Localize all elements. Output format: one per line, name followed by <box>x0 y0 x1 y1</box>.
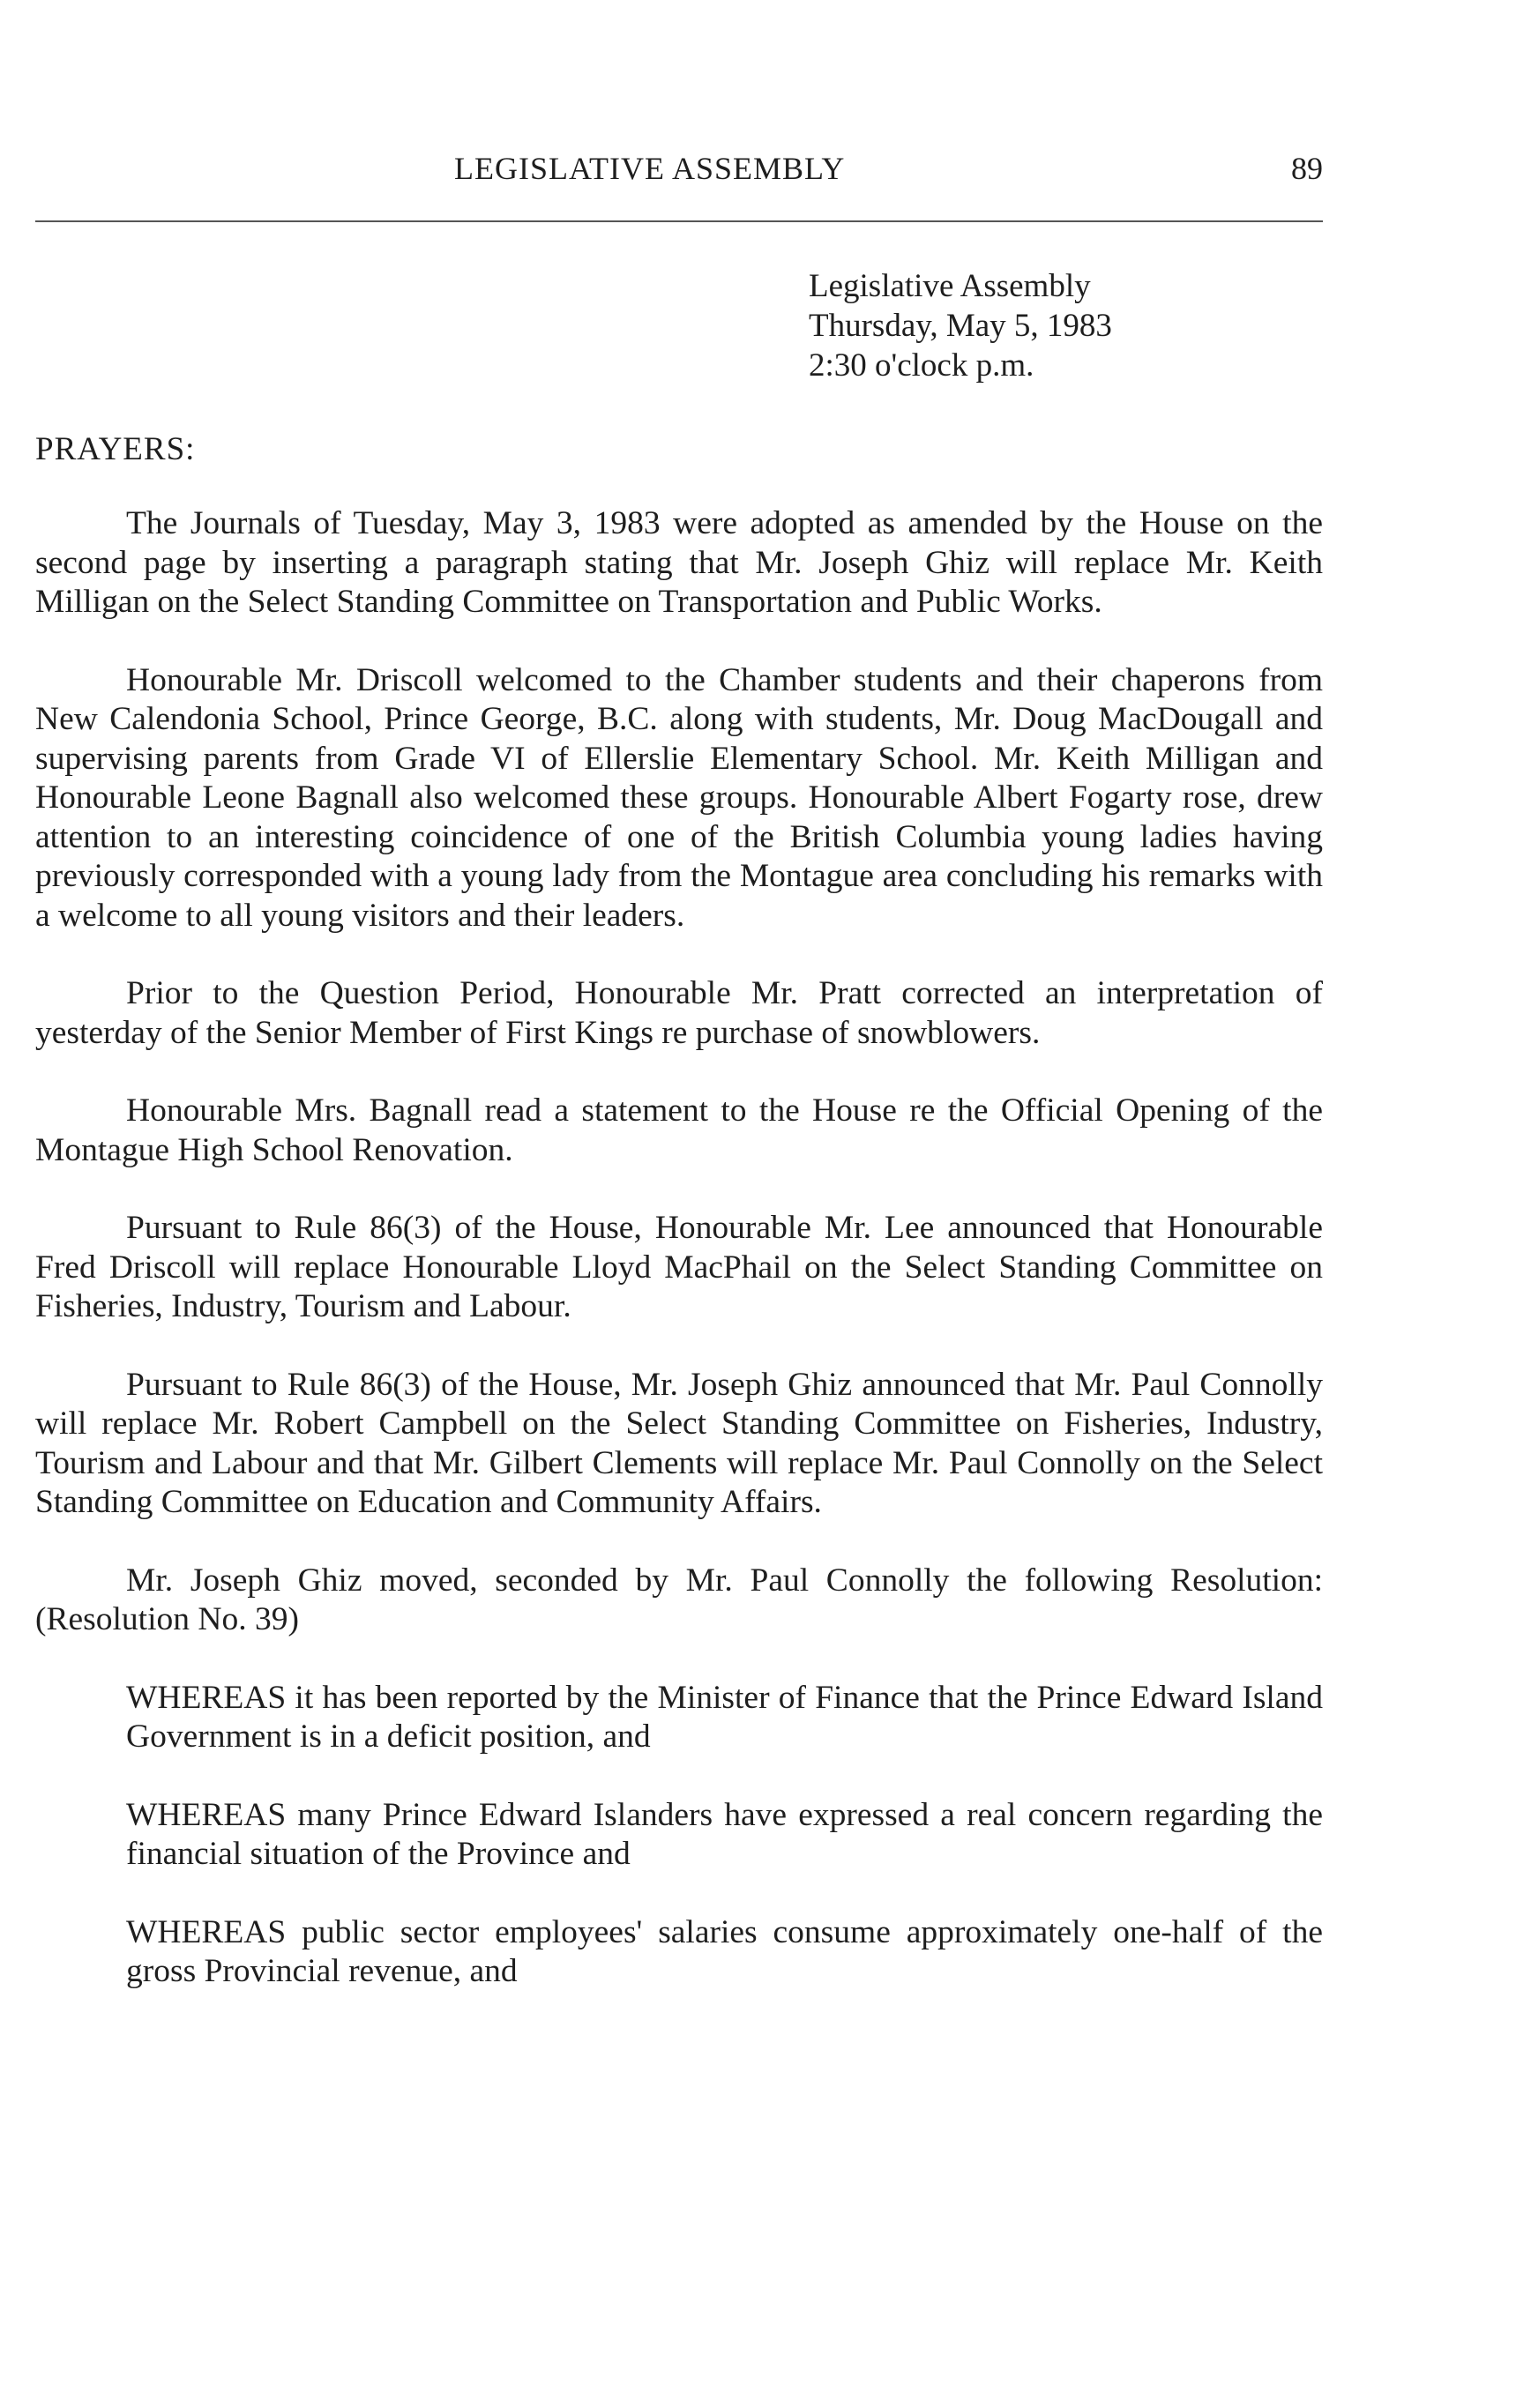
paragraph-journals-adopted: The Journals of Tuesday, May 3, 1983 were adopted as amended by the House on the second page by inserting a paragraph stating that Mr. Joseph Ghiz will replace Mr. Keith Milligan on the Select Standing Committee on Transportation and Public Works. <box>35 505 1323 620</box>
whereas-clause: WHEREAS many Prince Edward Islanders have expressed a real concern regarding the financial situation of the Province and <box>126 1796 1323 1872</box>
dateline <box>809 266 1112 385</box>
paragraph-question-period: Prior to the Question Period, Honourable Mr. Pratt corrected an interpretation of yesterday of the Senior Member of First Kings re purchase of snowblowers. <box>35 975 1323 1051</box>
paragraph-resolution-motion: Mr. Joseph Ghiz moved, seconded by Mr. Paul Connolly the following Resolution: (Resolution No. 39) <box>35 1562 1323 1637</box>
header-rule <box>35 220 1323 222</box>
journal-body <box>35 504 1323 2031</box>
running-header <box>35 150 1323 194</box>
page-number: 89 <box>1291 151 1323 186</box>
dateline-body: Legislative Assembly <box>809 268 1091 304</box>
running-title: LEGISLATIVE ASSEMBLY <box>454 151 846 186</box>
paragraph-welcome-students: Honourable Mr. Driscoll welcomed to the Chamber students and their chaperons from New Calendonia School, Prince George, B.C. along with students, Mr. Doug MacDougall and supervising parents from Grade VI of Ellerslie Elementary School. Mr. Keith Milligan and Honourable Leone Bagnall also welcomed these groups. Honourable Albert Fogarty rose, drew attention to an interesting coincidence of one of the British Columbia young ladies having previously corresponded with a young lady from the Montague area concluding his remarks with a welcome to all young visitors and their leaders. <box>35 661 1323 934</box>
whereas-clause: WHEREAS it has been reported by the Minister of Finance that the Prince Edward Island Government is in a deficit position, and <box>126 1679 1323 1755</box>
section-heading-prayers: PRAYERS: <box>35 431 196 467</box>
dateline-date: Thursday, May 5, 1983 <box>809 308 1112 344</box>
paragraph-rule-86-ghiz: Pursuant to Rule 86(3) of the House, Mr. Joseph Ghiz announced that Mr. Paul Connolly will replace Mr. Robert Campbell on the Select Standing Committee on Fisheries, Industry, Tourism and Labour and that Mr. Gilbert Clements will replace Mr. Paul Connolly on the Select Standing Committee on Education and Community Affairs. <box>35 1366 1323 1520</box>
dateline-time: 2:30 o'clock p.m. <box>809 347 1034 384</box>
whereas-clause: WHEREAS public sector employees' salaries consume approximately one-half of the gross Provincial revenue, and <box>126 1913 1323 1989</box>
paragraph-montague-statement: Honourable Mrs. Bagnall read a statement to the House re the Official Opening of the Montague High School Renovation. <box>35 1092 1323 1168</box>
paragraph-rule-86-lee: Pursuant to Rule 86(3) of the House, Honourable Mr. Lee announced that Honourable Fred Driscoll will replace Honourable Lloyd MacPhail on the Select Standing Committee on Fisheries, Industry, Tourism and Labour. <box>35 1210 1323 1324</box>
